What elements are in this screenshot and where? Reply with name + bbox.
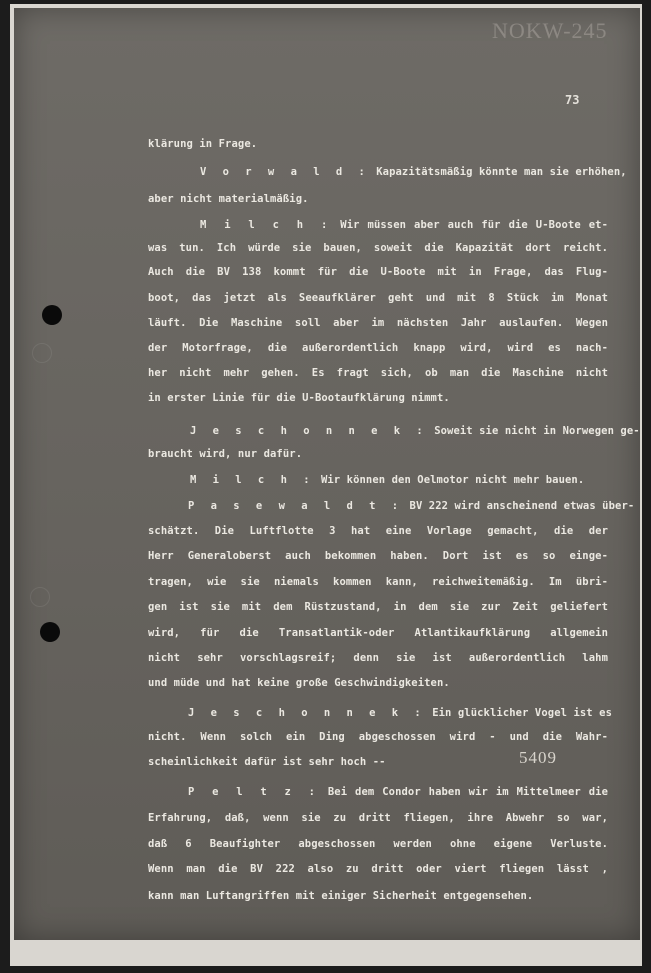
text-line (148, 677, 608, 689)
text-line (190, 425, 640, 437)
text-line (148, 448, 608, 460)
line-text: braucht wird, nur dafür. (148, 448, 303, 460)
speaker-name: P e l t z : (188, 786, 320, 798)
line-text: gen ist sie mit dem Rüstzustand, in dem sie zur Zeit geliefert (148, 601, 608, 613)
text-line (200, 166, 627, 178)
speaker-name: V o r w a l d : (200, 166, 370, 178)
line-text: scheinlichkeit dafür ist sehr hoch -- (148, 756, 386, 768)
text-line (200, 219, 608, 231)
text-line (148, 550, 608, 562)
line-text: Kapazitätsmäßig könnte man sie erhöhen, (376, 166, 627, 178)
line-text: läuft. Die Maschine soll aber im nächsten Jahr auslaufen. Wegen (148, 317, 608, 329)
text-line (148, 838, 608, 850)
line-text: Bei dem Condor haben wir im Mittelmeer die (327, 786, 608, 798)
text-line (148, 812, 608, 824)
text-line (148, 193, 608, 205)
speaker-name: M i l c h : (200, 219, 333, 231)
line-text: nicht. Wenn solch ein Ding abgeschossen wird - und die Wahr- (148, 731, 608, 743)
text-line (148, 576, 608, 588)
line-text: BV 222 wird anscheinend etwas über- (409, 500, 635, 512)
punch-hole-bottom (40, 622, 60, 642)
text-line (148, 242, 608, 254)
text-line (188, 707, 612, 719)
speaker-name: M i l c h : (190, 474, 315, 486)
text-line (188, 500, 635, 512)
punch-hole-top (42, 305, 62, 325)
text-line (148, 367, 608, 379)
line-text: aber nicht materialmäßig. (148, 193, 309, 205)
line-text: nicht sehr vorschlagsreif; denn sie ist außerordentlich lahm (148, 652, 608, 664)
line-text: Erfahrung, daß, wenn sie zu dritt fliegen, ihre Abwehr so war, (148, 812, 608, 824)
line-text: Soweit sie nicht in Norwegen ge- (434, 425, 640, 437)
text-line (148, 890, 608, 902)
line-text: tragen, wie sie niemals kommen kann, reichweitemäßig. Im übri- (148, 576, 608, 588)
line-text: und müde und hat keine große Geschwindigkeiten. (148, 677, 450, 689)
document-stamp: NOKW-245 (492, 18, 608, 43)
speaker-name: J e s c h o n n e k : (188, 707, 426, 719)
line-text: kann man Luftangriffen mit einiger Sicherheit entgegensehen. (148, 890, 534, 902)
text-line (188, 786, 608, 798)
line-text: Auch die BV 138 kommt für die U-Boote mit in Frage, das Flug- (148, 266, 608, 278)
punch-hole-mark (30, 587, 50, 607)
text-line (148, 266, 608, 278)
speaker-name: P a s e w a l d t : (188, 500, 404, 512)
line-text: wird, für die Transatlantik-oder Atlantikaufklärung allgemein (148, 627, 608, 639)
line-text: Wenn man die BV 222 also zu dritt oder viert fliegen lässt , (148, 863, 608, 875)
text-line (148, 525, 608, 537)
text-line (148, 317, 608, 329)
text-line (148, 601, 608, 613)
text-line (148, 863, 608, 875)
line-text: Herr Generaloberst auch bekommen haben. Dort ist es so einge- (148, 550, 608, 562)
text-line (148, 392, 608, 404)
text-line (148, 138, 608, 150)
line-text: Ein glücklicher Vogel ist es (432, 707, 612, 719)
text-line (148, 292, 608, 304)
line-text: der Motorfrage, die außerordentlich knapp wird, wird es nach- (148, 342, 608, 354)
punch-hole-mark (32, 343, 52, 363)
text-line (190, 474, 608, 486)
text-line (148, 342, 608, 354)
speaker-name: J e s c h o n n e k : (190, 425, 428, 437)
text-line (148, 627, 608, 639)
line-text: her nicht mehr gehen. Es fragt sich, ob man die Maschine nicht (148, 367, 608, 379)
line-text: Wir können den Oelmotor nicht mehr bauen. (320, 474, 585, 486)
line-text: daß 6 Beaufighter abgeschossen werden ohne eigene Verluste. (148, 838, 608, 850)
line-text: was tun. Ich würde sie bauen, soweit die Kapazität dort reicht. (148, 242, 608, 254)
line-text: Wir müssen aber auch für die U-Boote et- (340, 219, 608, 231)
line-text: in erster Linie für die U-Bootaufklärung nimmt. (148, 392, 450, 404)
line-text: boot, das jetzt als Seeaufklärer geht und mit 8 Stück im Monat (148, 292, 608, 304)
line-text: schätzt. Die Luftflotte 3 hat eine Vorlage gemacht, die der (148, 525, 608, 537)
archive-number: 5409 (519, 748, 557, 767)
line-text: klärung in Frage. (148, 138, 258, 150)
page-number: 73 (565, 93, 580, 107)
text-line (148, 652, 608, 664)
text-line (148, 731, 608, 743)
